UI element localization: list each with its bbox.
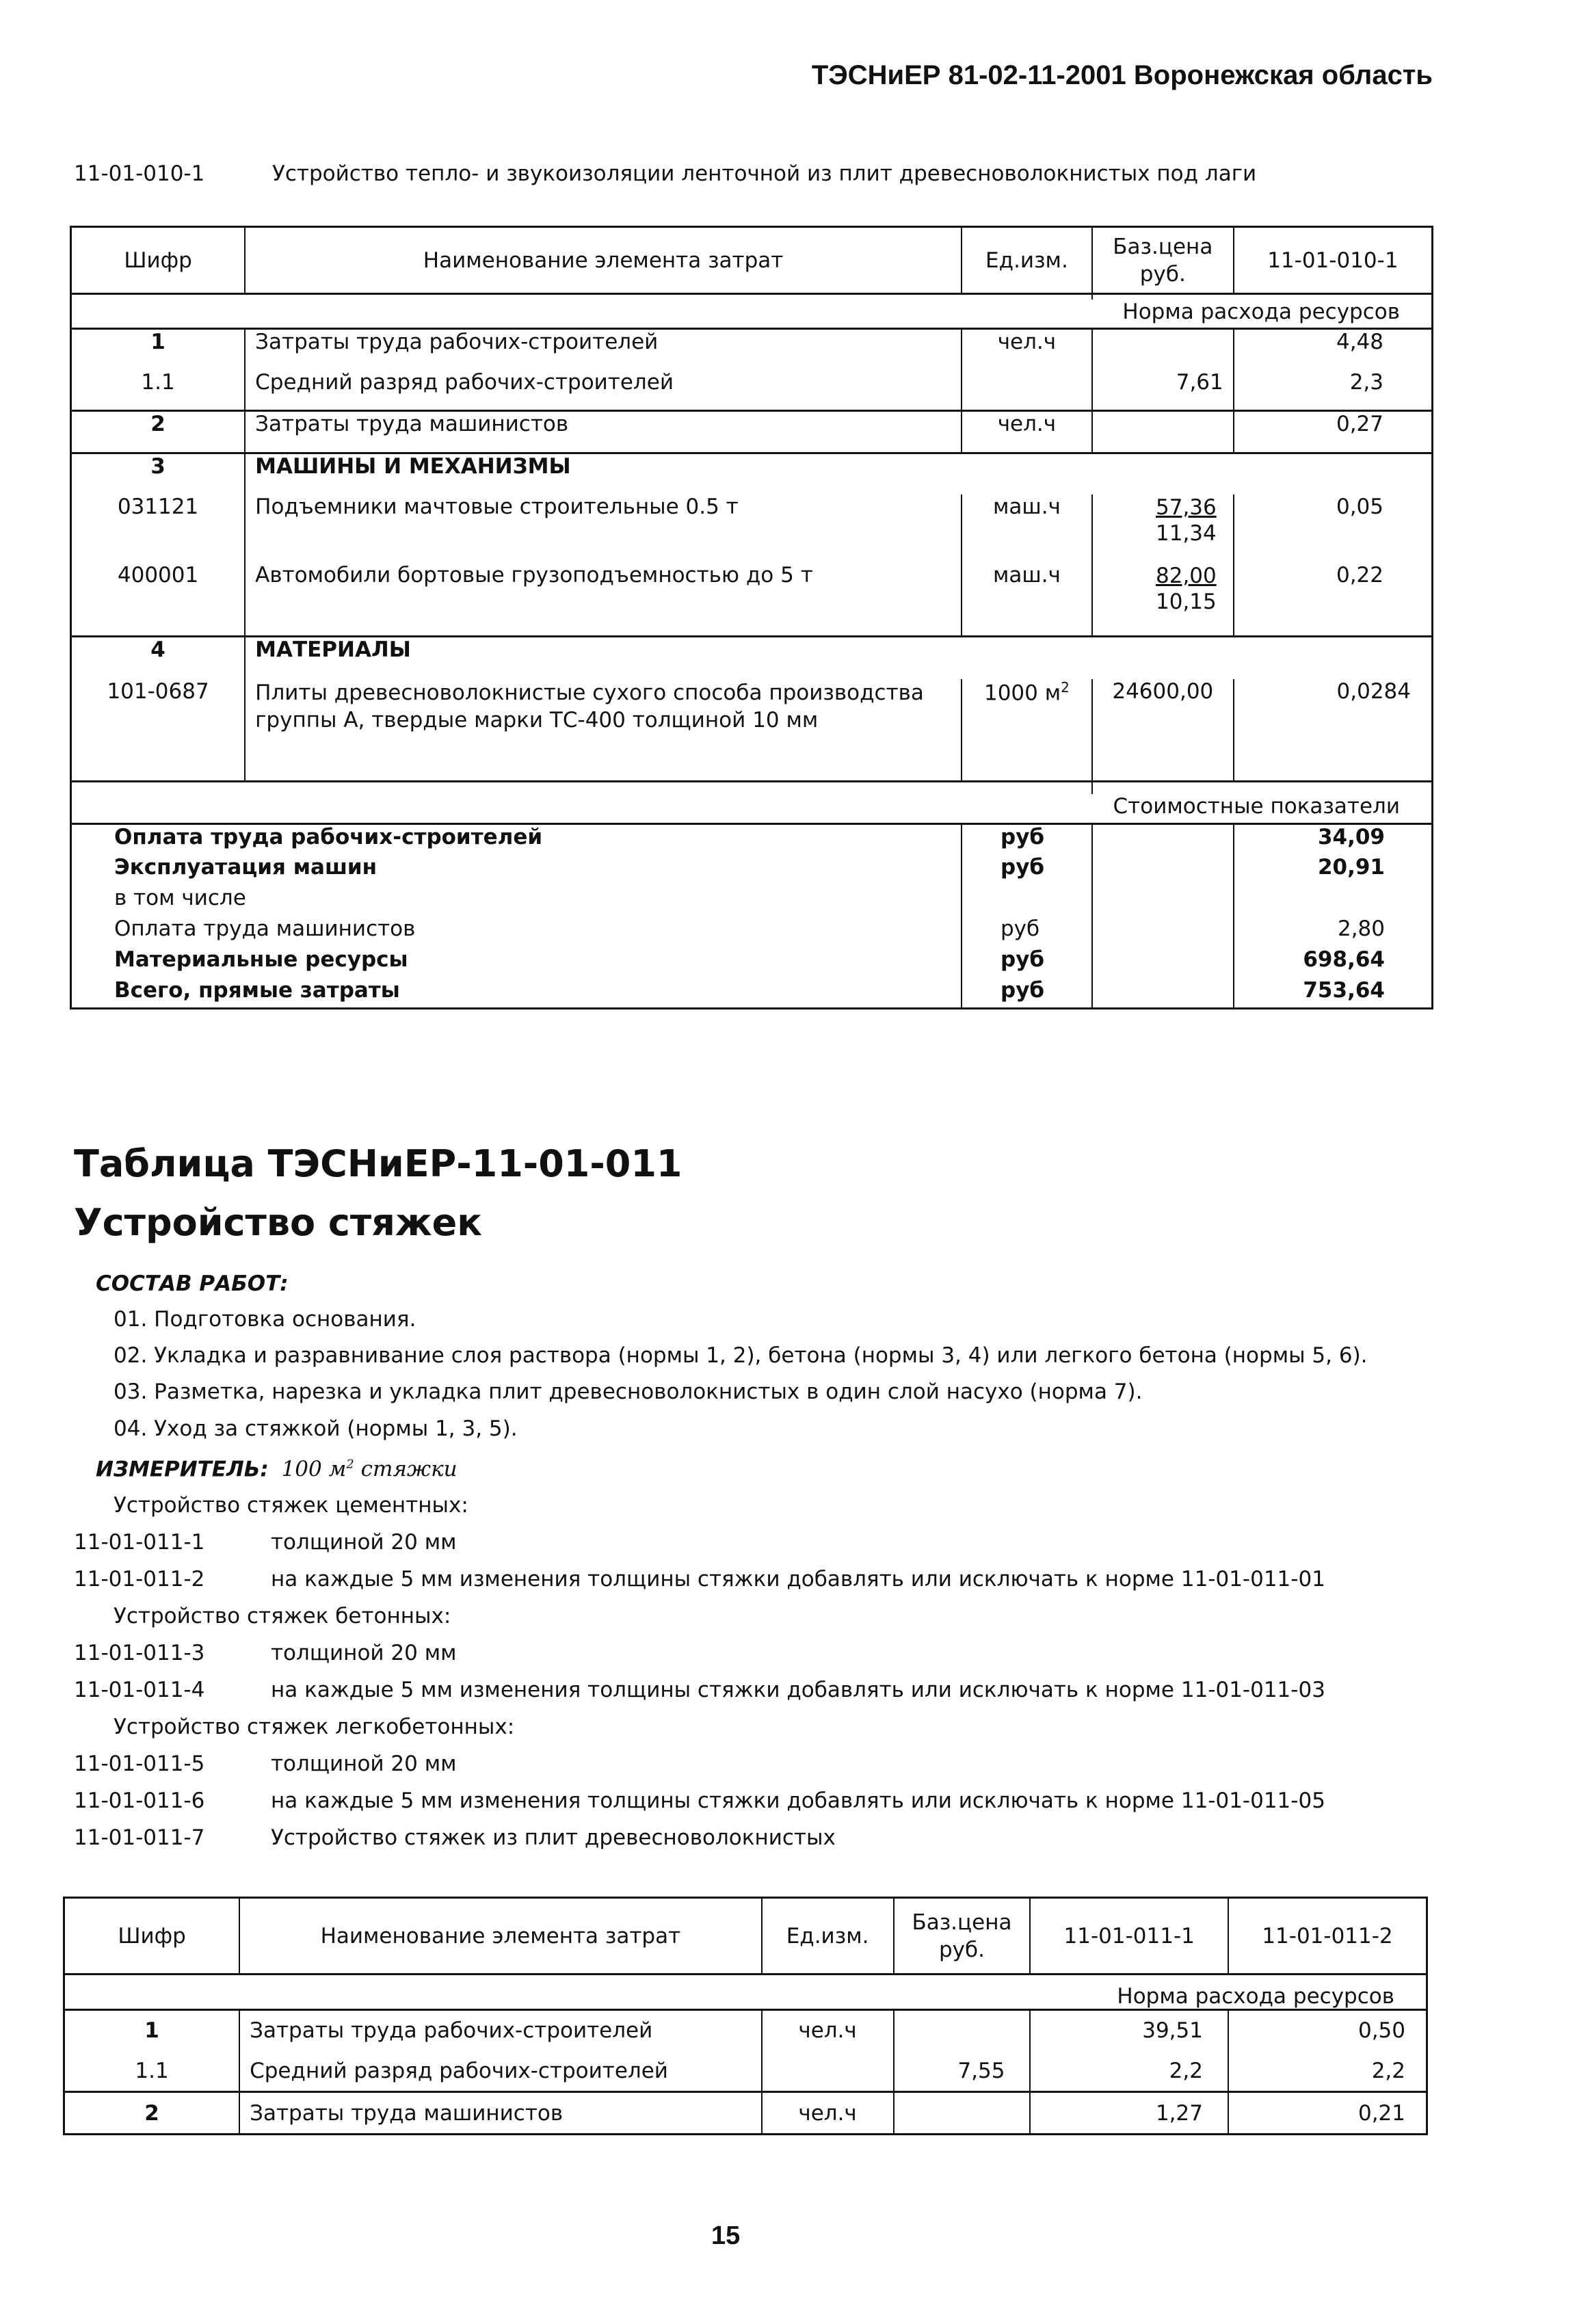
norm-group: Устройство стяжек легкобетонных:	[114, 1715, 515, 1740]
prev-norm-desc: Устройство тепло- и звукоизоляции ленточной из плит древесноволокнистых под лаги	[272, 161, 1257, 186]
page-number: 15	[711, 2221, 741, 2250]
cost-row: Материальные ресурсы руб 698,64	[71, 947, 1433, 978]
norm-item: 11-01-011-7 Устройство стяжек из плит древесноволокнистых	[74, 1825, 836, 1851]
table-row: 2 Затраты труда машинистов чел.ч 1,27 0,21	[64, 2092, 1427, 2135]
col-norm1-header: 11-01-011-1	[1030, 1898, 1228, 1975]
norm-item: 11-01-011-5 толщиной 20 мм	[74, 1752, 457, 1777]
cost-row: Эксплуатация машин руб 20,91	[71, 855, 1433, 886]
work-item: 01. Подготовка основания.	[114, 1307, 416, 1332]
table-row: 4 МАТЕРИАЛЫ	[71, 637, 1433, 679]
table-row: 031121 Подъемники мачтовые строительные 0.5 т маш.ч 57,36 11,34 0,05	[71, 494, 1433, 563]
norm-item: 11-01-011-1 толщиной 20 мм	[74, 1530, 457, 1555]
table-header-row	[71, 227, 1433, 294]
cost-row: Всего, прямые затраты руб 753,64	[71, 978, 1433, 1009]
col-norm2-header: 11-01-011-2	[1228, 1898, 1427, 1975]
col-name-header: Наименование элемента затрат	[239, 1898, 762, 1975]
table-row: 2 Затраты труда машинистов чел.ч 0,27	[71, 411, 1433, 453]
norm-item: 11-01-011-3 толщиной 20 мм	[74, 1641, 457, 1666]
norm-item: 11-01-011-2 на каждые 5 мм изменения толщины стяжки добавлять или исключать к норме 11-01-011-01	[74, 1567, 1325, 1592]
norm-item: 11-01-011-6 на каждые 5 мм изменения толщины стяжки добавлять или исключать к норме 11-01-011-05	[74, 1788, 1325, 1814]
norm-group: Устройство стяжек бетонных:	[114, 1604, 451, 1629]
table-row: 400001 Автомобили бортовые грузоподъемностью до 5 т маш.ч 82,00 10,15 0,22	[71, 563, 1433, 637]
col-price-header: Баз.цена руб.	[1092, 227, 1234, 294]
resource-table-011	[63, 1897, 1428, 2135]
work-composition-label: СОСТАВ РАБОТ:	[96, 1271, 289, 1296]
col-price-header: Баз.цена руб.	[894, 1898, 1031, 1975]
section-row: Стоимостные показатели	[1113, 793, 1400, 819]
table-row: 1 Затраты труда рабочих-строителей чел.ч 39,51 0,50	[64, 2010, 1427, 2051]
section-norm-label: Норма расхода ресурсов	[1122, 299, 1400, 324]
section-row: Норма расхода ресурсов	[64, 1975, 1427, 2010]
col-unit-header: Ед.изм.	[962, 227, 1092, 294]
col-code-header: Шифр	[118, 1923, 186, 1949]
resource-table-010	[70, 226, 1433, 1009]
col-name-header: Наименование элемента затрат	[245, 227, 962, 294]
meter-base: 100 м	[281, 1457, 347, 1482]
work-item: 04. Уход за стяжкой (нормы 1, 3, 5).	[114, 1416, 518, 1441]
norm-item: 11-01-011-4 на каждые 5 мм изменения толщины стяжки добавлять или исключать к норме 11-01-011-03	[74, 1678, 1325, 1703]
cost-row: Оплата труда машинистов руб 2,80	[71, 916, 1433, 947]
meter-line	[74, 1447, 1435, 1487]
prev-norm-line	[74, 161, 1256, 186]
col-norm-header: 11-01-010-1	[1234, 227, 1433, 294]
work-item: 02. Укладка и разравнивание слоя раствора (нормы 1, 2), бетона (нормы 3, 4) или легкого бетона (нормы 5, 6).	[114, 1343, 1368, 1368]
work-item: 03. Разметка, нарезка и укладка плит древесноволокнистых в один слой насухо (норма 7).	[114, 1379, 1143, 1404]
table-header-row	[64, 1898, 1427, 1975]
table-row: 1 Затраты труда рабочих-строителей чел.ч 4,48	[71, 329, 1433, 370]
section-body	[74, 1265, 1435, 1856]
section-title: Таблица ТЭСНиЕР-11-01-011	[74, 1142, 683, 1185]
prev-norm-code: 11-01-010-1	[74, 161, 205, 186]
section-subtitle: Устройство стяжек	[74, 1201, 482, 1244]
col-unit-header: Ед.изм.	[762, 1898, 894, 1975]
table-row: 1.1 Средний разряд рабочих-строителей 7,61 2,3	[71, 370, 1433, 411]
cost-row: Оплата труда рабочих-строителей руб 34,09	[71, 824, 1433, 855]
meter-tail: стяжки	[354, 1457, 458, 1482]
meter-sup: 2	[346, 1457, 354, 1472]
table-row: 3 МАШИНЫ И МЕХАНИЗМЫ	[71, 453, 1433, 494]
cost-row: в том числе	[71, 886, 1433, 916]
col-code-header: Шифр	[124, 248, 192, 273]
table-row: 101-0687 Плиты древесноволокнистые сухого способа производства группы А, твердые марки ТС-400 толщиной 10 мм 1000 $м^2$ 24600,00 0,0284	[71, 679, 1433, 782]
meter-label: ИЗМЕРИТЕЛЬ:	[96, 1457, 269, 1482]
norm-group: Устройство стяжек цементных:	[114, 1493, 468, 1518]
page-header: ТЭСНиЕР 81-02-11-2001 Воронежская область	[811, 60, 1433, 90]
table-row: 1.1 Средний разряд рабочих-строителей 7,55 2,2 2,2	[64, 2051, 1427, 2092]
section-row	[71, 300, 1433, 329]
